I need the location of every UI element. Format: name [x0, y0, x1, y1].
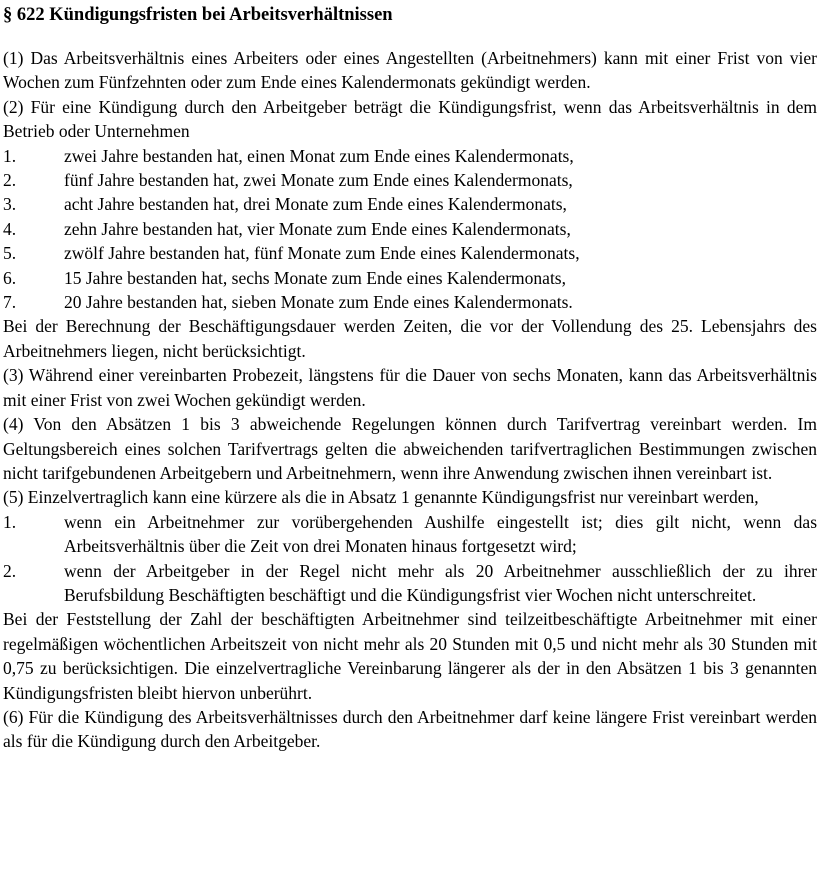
list-item-number: 3. [3, 194, 17, 215]
list-item [3, 217, 817, 241]
list-item-number: 1. [3, 511, 17, 532]
list-item-text: fünf Jahre bestanden hat, zwei Monate zum Ende eines Kalendermonats, [64, 170, 573, 191]
list-item-number: 6. [3, 267, 17, 288]
paragraph-3: (3) Während einer vereinbarten Probezeit, längstens für die Dauer von sechs Monaten, kann das Arbeitsverhältnis mit einer Frist von zwei Wochen gekündigt werden. [3, 365, 817, 410]
paragraph-2-note: Bei der Berechnung der Beschäftigungsdauer werden Zeiten, die vor der Vollendung des 25. Lebensjahrs des Arbeitnehmers liegen, nicht berücksichtigt. [3, 316, 817, 361]
list-item-number: 2. [3, 560, 17, 581]
list-item-text: 20 Jahre bestanden hat, sieben Monate zum Ende eines Kalendermonats. [64, 292, 573, 313]
list-item [3, 241, 817, 265]
list-item-number: 4. [3, 218, 17, 239]
list-item-text: zehn Jahre bestanden hat, vier Monate zum Ende eines Kalendermonats, [64, 218, 571, 239]
list-item [3, 510, 817, 559]
list-item [3, 290, 817, 314]
list-item-number: 5. [3, 243, 17, 264]
list-item-number: 1. [3, 145, 17, 166]
list-item [3, 192, 817, 216]
paragraph-4: (4) Von den Absätzen 1 bis 3 abweichende Regelungen können durch Tarifvertrag vereinbart werden. Im Geltungsbereich eines solchen Tarifvertrags gelten die abweichenden tarifvertraglichen Bestimmungen zwischen nicht tarifgebundenen Arbeitgebern und Arbeitnehmern, wenn ihre Anwendung zwischen ihnen vereinbart ist. [3, 414, 817, 483]
list-item-text: wenn der Arbeitgeber in der Regel nicht mehr als 20 Arbeitnehmer ausschließlich der zu ihrer Berufsbildung Beschäftigten beschäftigt und die Kündigungsfrist vier Wochen nicht unterschreitet. [64, 560, 817, 605]
list-item-text: acht Jahre bestanden hat, drei Monate zum Ende eines Kalendermonats, [64, 194, 567, 215]
list-item [3, 559, 817, 608]
list-item-text: zwölf Jahre bestanden hat, fünf Monate zum Ende eines Kalendermonats, [64, 243, 580, 264]
section-title: § 622 Kündigungsfristen bei Arbeitsverhältnissen [3, 5, 393, 25]
paragraph-6: (6) Für die Kündigung des Arbeitsverhältnisses durch den Arbeitnehmer darf keine längere Frist vereinbart werden als für die Kündigung durch den Arbeitgeber. [3, 706, 817, 752]
list-item-number: 2. [3, 170, 17, 191]
paragraph-2-intro: (2) Für eine Kündigung durch den Arbeitgeber beträgt die Kündigungsfrist, wenn das Arbeitsverhältnis in dem Betrieb oder Unternehmen [3, 96, 817, 142]
paragraph-5-list [3, 510, 817, 608]
paragraph-1: (1) Das Arbeitsverhältnis eines Arbeiters oder eines Angestellten (Arbeitnehmers) kann mit einer Frist von vier Wochen zum Fünfzehnten oder zum Ende eines Kalendermonats gekündigt werden. [3, 48, 817, 93]
paragraph-5-intro: (5) Einzelvertraglich kann eine kürzere als die in Absatz 1 genannte Kündigungsfrist nur vereinbart werden, [3, 487, 759, 508]
list-item-text: 15 Jahre bestanden hat, sechs Monate zum Ende eines Kalendermonats, [64, 267, 566, 288]
list-item-text: zwei Jahre bestanden hat, einen Monat zum Ende eines Kalendermonats, [64, 145, 574, 166]
list-item-text: wenn ein Arbeitnehmer zur vorübergehenden Aushilfe eingestellt ist; dies gilt nicht, wenn das Arbeitsverhältnis über die Zeit von drei Monaten hinaus fortgesetzt wird; [64, 511, 817, 557]
list-item [3, 168, 817, 192]
list-item-number: 7. [3, 292, 17, 313]
paragraph-5-note: Bei der Feststellung der Zahl der beschäftigten Arbeitnehmer sind teilzeitbeschäftigte Arbeitnehmer mit einer regelmäßigen wöchentlichen Arbeitszeit von nicht mehr als 20 Stunden mit 0,5 und nicht mehr als 30 Stunden mit 0,75 zu berücksichtigen. Die einzelvertragliche Vereinbarung längerer als der in den Absätzen 1 bis 3 genannten Kündigungsfristen bleibt hiervon unberührt. [3, 609, 817, 703]
paragraph-2-list [3, 144, 817, 315]
list-item [3, 266, 817, 290]
list-item [3, 144, 817, 168]
